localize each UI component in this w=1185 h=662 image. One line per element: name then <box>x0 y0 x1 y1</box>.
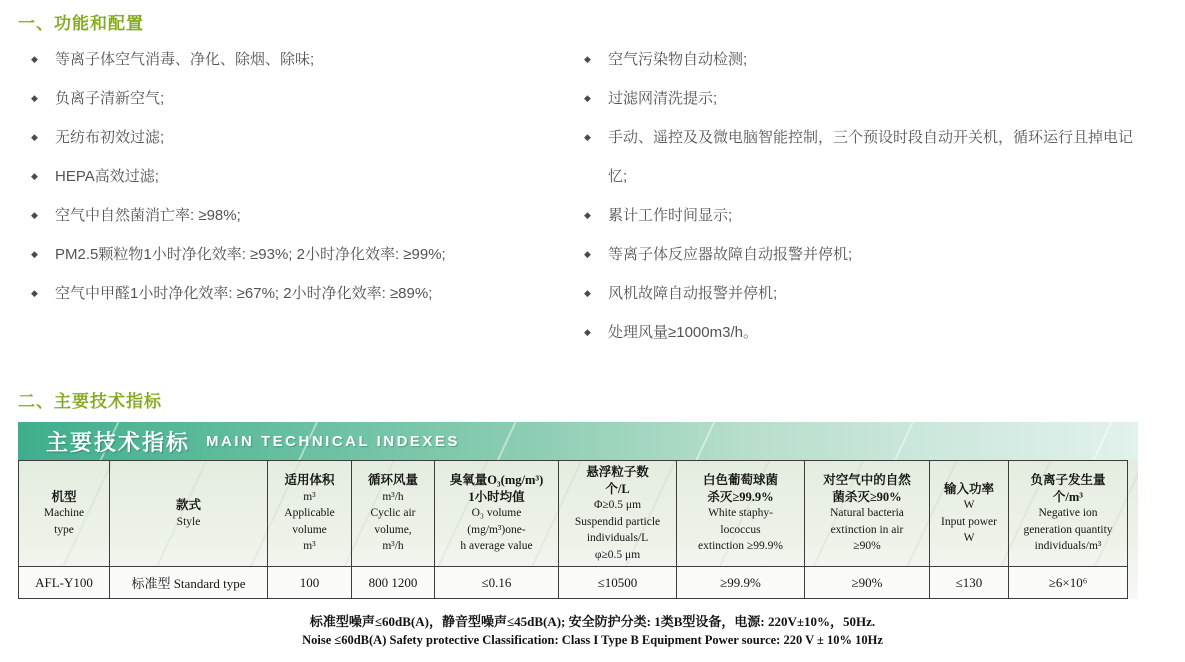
header-line: White staphy- <box>708 507 773 520</box>
header-cell <box>352 461 435 567</box>
header-line: W <box>963 499 975 511</box>
header-line: Applicable <box>284 507 335 520</box>
feature-text: 空气污染物自动检测; <box>608 51 748 68</box>
banner-title-en: MAIN TECHNICAL INDEXES <box>206 432 460 450</box>
header-line: Cyclic air <box>370 507 416 520</box>
diamond-bullet-icon: ◆ <box>584 327 591 337</box>
feature-text: 累计工作时间显示; <box>608 207 733 224</box>
diamond-bullet-icon: ◆ <box>584 132 591 142</box>
header-cell <box>1009 461 1128 567</box>
feature-text: 风机故障自动报警并停机; <box>608 285 778 302</box>
feature-text: 空气中甲醛1小时净化效率: ≥67%; 2小时净化效率: ≥89%; <box>55 285 433 302</box>
header-line: 个/L <box>605 481 630 496</box>
header-cell <box>435 461 559 567</box>
feature-item <box>581 118 1137 196</box>
table-panel <box>18 460 1138 599</box>
data-cell: ≥6×10⁶ <box>1009 567 1128 599</box>
header-line: extinction ≥99.9% <box>698 540 783 553</box>
feature-text: 负离子清新空气; <box>55 90 165 107</box>
data-cell: ≤0.16 <box>435 567 559 599</box>
diamond-bullet-icon: ◆ <box>31 93 38 103</box>
footnote-line-1: 标准型噪声≤60dB(A)，静音型噪声≤45dB(A); 安全防护分类: 1类B型设备，电源: 220V±10%，50Hz. <box>309 614 876 629</box>
diamond-bullet-icon: ◆ <box>584 210 591 220</box>
table-data-row <box>19 567 1128 599</box>
section-title-functions: 一、功能和配置 <box>18 14 144 33</box>
header-line: Machine <box>43 507 85 520</box>
header-line: volume, <box>374 523 412 536</box>
header-line: Style <box>176 515 201 528</box>
feature-item <box>28 157 568 196</box>
header-line: Suspendid particle <box>574 515 661 528</box>
header-line: h average value <box>460 540 533 553</box>
feature-text: 过滤网清洗提示; <box>608 90 718 107</box>
header-line: 杀灭≥99.9% <box>707 489 774 504</box>
feature-text: 手动、遥控及及微电脑智能控制，三个预设时段自动开关机，循环运行且掉电记忆; <box>608 129 1134 185</box>
feature-item <box>28 274 568 313</box>
data-cell: AFL-Y100 <box>19 567 110 599</box>
header-line: 菌杀灭≥90% <box>832 489 902 504</box>
header-line: m³ <box>303 490 316 503</box>
diamond-bullet-icon: ◆ <box>584 249 591 259</box>
feature-item <box>28 118 568 157</box>
header-line: m³/h <box>382 540 404 553</box>
header-line: φ≥0.5 μm <box>594 548 641 561</box>
header-line: individuals/L <box>586 532 649 544</box>
header-line: Input power <box>941 515 997 528</box>
header-cell <box>930 461 1009 567</box>
header-line: 输入功率 <box>943 481 994 496</box>
feature-item <box>581 313 1137 352</box>
diamond-bullet-icon: ◆ <box>31 288 38 298</box>
diamond-bullet-icon: ◆ <box>31 171 38 181</box>
feature-list-right <box>581 40 1137 352</box>
diamond-bullet-icon: ◆ <box>31 210 38 220</box>
header-cell <box>110 461 268 567</box>
header-line: W <box>963 532 975 544</box>
technical-indexes-block <box>18 422 1138 599</box>
header-cell <box>268 461 352 567</box>
section-title-technical-indexes: 二、主要技术指标 <box>18 392 162 411</box>
data-cell: 标准型 Standard type <box>110 567 268 599</box>
feature-item <box>28 235 568 274</box>
feature-item <box>28 40 568 79</box>
header-line: extinction in air <box>830 523 904 536</box>
header-line: m³/h <box>382 490 404 503</box>
header-line: Natural bacteria <box>830 507 904 520</box>
header-line: 个/m³ <box>1052 489 1084 504</box>
data-cell: 100 <box>268 567 352 599</box>
header-line: 款式 <box>175 498 201 512</box>
feature-text: 空气中自然菌消亡率: ≥98%; <box>55 207 241 224</box>
header-line: 悬浮粒子数 <box>586 465 649 479</box>
header-line: Φ≥0.5 μm <box>593 499 642 511</box>
header-line: volume <box>292 523 327 536</box>
feature-list-left <box>28 40 568 313</box>
header-cell <box>805 461 930 567</box>
diamond-bullet-icon: ◆ <box>584 54 591 64</box>
feature-item <box>28 196 568 235</box>
header-line: 适用体积 <box>284 473 335 488</box>
header-line: type <box>54 523 74 536</box>
table-header-row <box>19 461 1128 567</box>
banner-title-zh: 主要技术指标 <box>46 429 191 455</box>
header-cell <box>677 461 805 567</box>
diamond-bullet-icon: ◆ <box>31 132 38 142</box>
data-cell: ≤130 <box>930 567 1009 599</box>
header-line: generation quantity <box>1023 523 1113 536</box>
feature-item <box>581 79 1137 118</box>
diamond-bullet-icon: ◆ <box>584 288 591 298</box>
header-line: O₃ volume <box>471 507 522 520</box>
feature-text: PM2.5颗粒物1小时净化效率: ≥93%; 2小时净化效率: ≥99%; <box>55 246 446 263</box>
header-line: m³ <box>303 540 316 553</box>
header-line: individuals/m³ <box>1034 540 1102 553</box>
header-line: 机型 <box>51 489 77 504</box>
header-cell <box>19 461 110 567</box>
data-cell: ≥90% <box>805 567 930 599</box>
diamond-bullet-icon: ◆ <box>31 249 38 259</box>
header-line: lococcus <box>720 523 761 536</box>
feature-item <box>581 196 1137 235</box>
header-line: 对空气中的自然 <box>823 473 911 488</box>
feature-text: 处理风量≥1000m3/h。 <box>608 324 758 341</box>
data-cell: ≥99.9% <box>677 567 805 599</box>
header-line: 负离子发生量 <box>1030 473 1106 488</box>
header-line: 白色葡萄球菌 <box>702 473 778 488</box>
feature-item <box>581 274 1137 313</box>
feature-text: 无纺布初效过滤; <box>55 129 165 146</box>
data-cell: 800 1200 <box>352 567 435 599</box>
feature-text: HEPA高效过滤; <box>55 168 159 185</box>
header-line: (mg/m³)one- <box>467 523 526 536</box>
header-line: 臭氧量O₃(mg/m³) <box>449 473 544 488</box>
diamond-bullet-icon: ◆ <box>584 93 591 103</box>
feature-item <box>581 235 1137 274</box>
footnote-line-2: Noise ≤60dB(A) Safety protective Classification: Class I Type B Equipment Power source: 220 V ± 10% 10Hz <box>302 633 883 647</box>
feature-text: 等离子体空气消毒、净化、除烟、除味; <box>55 51 315 68</box>
header-cell <box>559 461 677 567</box>
feature-item <box>581 40 1137 79</box>
header-line: 循环风量 <box>367 473 418 488</box>
technical-indexes-table <box>18 460 1128 599</box>
header-line: ≥90% <box>853 540 881 553</box>
diamond-bullet-icon: ◆ <box>31 54 38 64</box>
header-line: 1小时均值 <box>468 489 525 504</box>
feature-item <box>28 79 568 118</box>
footnotes <box>0 612 1185 650</box>
data-cell: ≤10500 <box>559 567 677 599</box>
header-line: Negative ion <box>1038 507 1098 520</box>
feature-text: 等离子体反应器故障自动报警并停机; <box>608 246 853 263</box>
table-banner <box>18 422 1138 460</box>
